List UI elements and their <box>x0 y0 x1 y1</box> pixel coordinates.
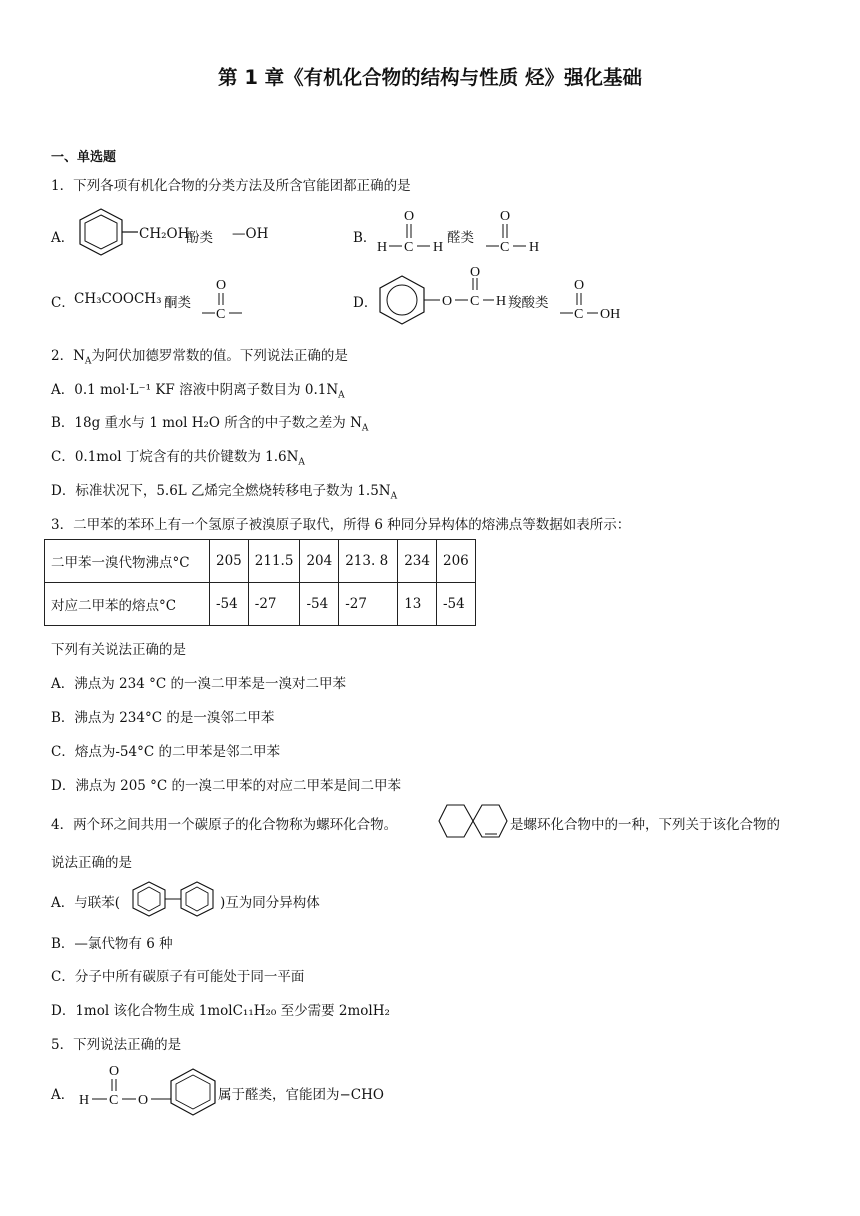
svg-text:C: C <box>216 307 226 322</box>
table-cell: 213. 8 <box>339 540 398 583</box>
table-cell: -54 <box>300 583 339 626</box>
table-cell: 205 <box>210 540 249 583</box>
svg-text:O: O <box>574 278 585 293</box>
q3-option-a: A．沸点为 234 °C 的一溴二甲苯是一溴对二甲苯 <box>51 676 346 692</box>
table-header-cell: 二甲苯一溴代物沸点°C <box>45 540 210 583</box>
svg-text:O: O <box>216 278 227 293</box>
question-4-stem-part3: 说法正确的是 <box>51 855 132 871</box>
q4-option-d: D．1mol 该化合物生成 1molC₁₁H₂₀ 至少需要 2molH₂ <box>51 1003 390 1019</box>
svg-text:OH: OH <box>600 307 621 322</box>
q5-option-a-label: A． <box>51 1087 75 1103</box>
spiro-compound-icon <box>437 803 509 839</box>
page-title: 第 1 章《有机化合物的结构与性质 烃》强化基础 <box>218 66 642 89</box>
table-cell: -54 <box>210 583 249 626</box>
table-row <box>45 583 476 626</box>
svg-text:O: O <box>138 1093 149 1108</box>
q2-option-a: A．0.1 mol·L⁻¹ KF 溶液中阴离子数目为 $0.1N_A$ <box>51 382 345 401</box>
question-1-stem: 1．下列各项有机化合物的分类方法及所含官能团都正确的是 <box>51 178 411 194</box>
q4-option-a-pre: A．与联苯( <box>51 895 121 911</box>
svg-text:O: O <box>442 294 453 309</box>
phenyl-formate-structure-icon <box>76 1062 221 1118</box>
q1-a-structure-text: CH₂OH <box>139 226 190 242</box>
svg-text:O: O <box>500 209 511 224</box>
table-cell: 206 <box>437 540 476 583</box>
svg-text:C: C <box>470 294 480 309</box>
carboxyl-group-icon <box>558 276 628 322</box>
q1-option-a-label: A． <box>51 230 75 246</box>
svg-text:O: O <box>109 1064 120 1079</box>
q3-option-d: D．沸点为 205 °C 的一溴二甲苯的对应二甲苯是间二甲苯 <box>51 778 402 794</box>
q1-c-formula: CH₃COOCH₃ <box>74 291 162 307</box>
table-cell: 13 <box>398 583 437 626</box>
table-cell: -27 <box>248 583 300 626</box>
q3-lead: 下列有关说法正确的是 <box>51 642 186 658</box>
table-cell: -54 <box>437 583 476 626</box>
table-row <box>45 540 476 583</box>
svg-text:C: C <box>109 1093 119 1108</box>
svg-text:O: O <box>404 209 415 224</box>
q4-option-b: B．—氯代物有 6 种 <box>51 936 173 952</box>
q1-option-b-label: B． <box>353 230 377 246</box>
svg-text:H: H <box>79 1093 90 1108</box>
q2-option-d: D．标准状况下，5.6L 乙烯完全燃烧转移电子数为 $1.5N_A$ <box>51 483 398 502</box>
question-4-stem-part2: 是螺环化合物中的一种，下列关于该化合物的 <box>510 817 780 833</box>
phenyl-formate-structure-icon <box>374 265 514 332</box>
q3-option-c: C．熔点为-54°C 的二甲苯是邻二甲苯 <box>51 744 280 760</box>
table-header-cell: 对应二甲苯的熔点°C <box>45 583 210 626</box>
q3-option-b: B．沸点为 234°C 的是一溴邻二甲苯 <box>51 710 275 726</box>
q1-a-group: —OH <box>232 226 269 242</box>
svg-text:H: H <box>496 294 507 309</box>
q1-a-class: 酚类 <box>186 230 213 246</box>
carbonyl-group-icon <box>200 276 250 322</box>
q2-option-c: C．0.1mol 丁烷含有的共价键数为 $1.6N_A$ <box>51 449 305 468</box>
data-table <box>44 539 476 626</box>
svg-text:C: C <box>404 240 414 255</box>
table-cell: 234 <box>398 540 437 583</box>
biphenyl-icon <box>130 880 220 918</box>
question-2-stem: 2．$N_A$为阿伏加德罗常数的值。下列说法正确的是 <box>51 348 348 367</box>
section-heading: 一、单选题 <box>51 150 117 165</box>
question-3-stem: 3．二甲苯的苯环上有一个氢原子被溴原子取代，所得 6 种同分异构体的熔沸点等数据如表所示： <box>51 517 631 533</box>
benzene-ring-icon <box>74 205 144 257</box>
svg-text:C: C <box>574 307 584 322</box>
q4-option-a-post: )互为同分异构体 <box>220 895 320 911</box>
svg-text:C: C <box>500 240 510 255</box>
svg-text:H: H <box>377 240 388 255</box>
svg-text:H: H <box>529 240 540 255</box>
q1-option-c-label: C． <box>51 295 75 311</box>
q1-b-class: 醛类 <box>447 230 474 246</box>
q4-option-c: C．分子中所有碳原子有可能处于同一平面 <box>51 969 305 985</box>
q5-option-a-text: 属于醛类，官能团为−CHO <box>218 1087 384 1103</box>
svg-text:O: O <box>470 265 481 280</box>
question-5-stem: 5．下列说法正确的是 <box>51 1037 182 1053</box>
q1-option-d-label: D． <box>353 295 378 311</box>
table-cell: 204 <box>300 540 339 583</box>
table-cell: 211.5 <box>248 540 300 583</box>
question-4-stem-part1: 4．两个环之间共用一个碳原子的化合物称为螺环化合物。 <box>51 817 398 833</box>
aldehyde-group-icon <box>484 206 544 256</box>
formaldehyde-structure-icon <box>374 206 446 256</box>
svg-text:H: H <box>433 240 444 255</box>
table-cell: -27 <box>339 583 398 626</box>
q1-d-class: 羧酸类 <box>508 295 549 311</box>
q1-c-class: 酮类 <box>164 295 191 311</box>
q2-option-b: B．18g 重水与 1 mol H₂O 所含的中子数之差为 $N_A$ <box>51 415 369 434</box>
